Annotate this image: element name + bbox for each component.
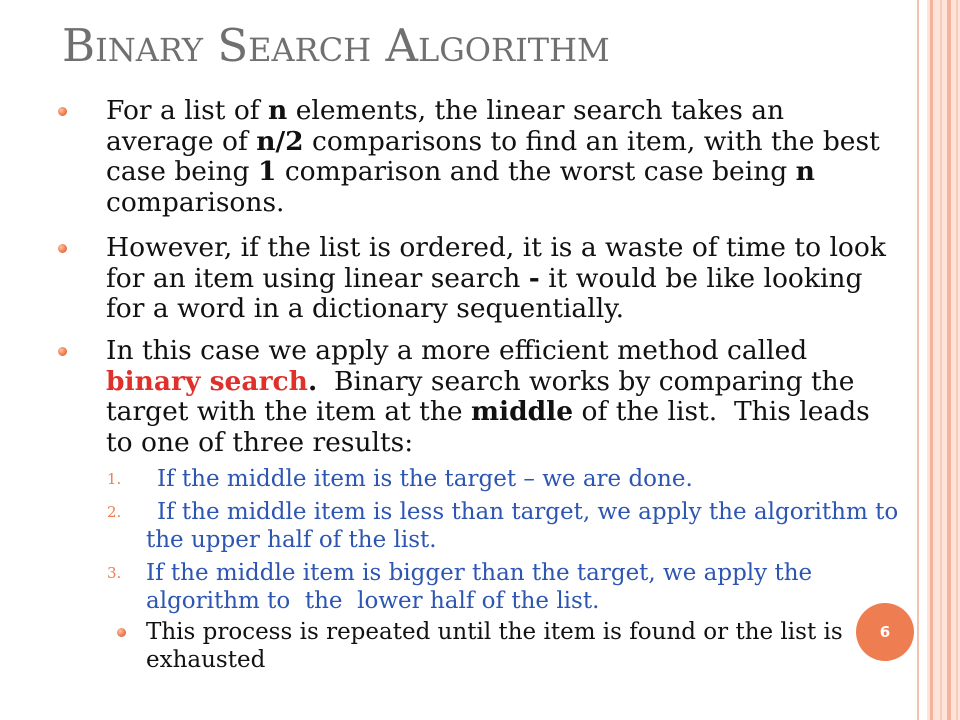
text-run: comparisons. bbox=[106, 186, 285, 218]
result-number: 1. bbox=[107, 470, 122, 488]
bullet-dot-icon bbox=[58, 347, 67, 356]
result-text-line: algorithm to the lower half of the list. bbox=[146, 588, 600, 614]
result-number: 3. bbox=[107, 564, 122, 582]
text-line bbox=[106, 157, 880, 188]
border-line bbox=[917, 0, 919, 720]
bullet-dot-icon bbox=[117, 628, 126, 637]
result-item bbox=[107, 465, 693, 493]
border-stripe bbox=[947, 0, 951, 720]
text-line bbox=[106, 428, 870, 459]
text-line bbox=[106, 127, 880, 158]
page-number-badge bbox=[856, 603, 914, 661]
text-line bbox=[106, 294, 886, 325]
text-run: it would be like looking bbox=[539, 262, 863, 294]
text-line bbox=[106, 397, 870, 428]
result-text-line: If the middle item is the target – we are done. bbox=[157, 466, 693, 492]
text-run: Binary search works by comparing the bbox=[317, 365, 855, 397]
bullet-dot-icon bbox=[58, 244, 67, 253]
text-run: In this case we apply a more efficient method called bbox=[106, 335, 808, 366]
bullet-item bbox=[106, 233, 886, 325]
result-number: 2. bbox=[107, 503, 122, 521]
bullet-item bbox=[106, 336, 870, 458]
result-text-line: If the middle item is less than target, we apply the algorithm to bbox=[157, 499, 899, 525]
bold-text-run: n bbox=[795, 156, 815, 187]
bold-text-run: middle bbox=[471, 396, 574, 427]
note-text-line: exhausted bbox=[146, 647, 266, 673]
text-run: case being bbox=[106, 156, 258, 187]
bold-text-run: - bbox=[528, 262, 540, 294]
highlight-text-run: binary search bbox=[106, 365, 308, 397]
text-run: comparisons to find an item, with the best bbox=[303, 125, 880, 157]
text-line bbox=[106, 336, 870, 367]
text-run: For a list of bbox=[106, 95, 269, 126]
text-run: However, if the list is ordered, it is a waste of time to look bbox=[106, 232, 886, 263]
text-line bbox=[106, 96, 880, 127]
note-item bbox=[146, 618, 843, 674]
result-text-line: the upper half of the list. bbox=[146, 527, 437, 553]
bold-text-run: . bbox=[307, 365, 318, 397]
note-text-line: This process is repeated until the item is found or the list is bbox=[146, 619, 843, 645]
slide-title: Binary Search Algorithm bbox=[62, 19, 610, 72]
text-run: for a word in a dictionary sequentially. bbox=[106, 293, 625, 324]
border-stripe bbox=[956, 0, 958, 720]
text-line bbox=[106, 188, 880, 219]
border-stripe bbox=[940, 0, 942, 720]
border-stripe bbox=[930, 0, 933, 720]
result-item bbox=[107, 559, 813, 615]
bold-text-run: 1 bbox=[257, 156, 277, 187]
text-line bbox=[106, 367, 870, 398]
text-run: comparison and the worst case being bbox=[276, 156, 796, 187]
text-run: average of bbox=[106, 125, 257, 157]
page-number: 6 bbox=[879, 622, 891, 641]
bullet-item bbox=[106, 96, 880, 218]
result-text-line: If the middle item is bigger than the target, we apply the bbox=[146, 560, 813, 586]
text-run: of the list. This leads bbox=[573, 396, 870, 427]
text-run: target with the item at the bbox=[106, 396, 472, 427]
bold-text-run: n/2 bbox=[256, 125, 304, 157]
text-run: elements, the linear search takes an bbox=[287, 95, 785, 126]
bold-text-run: n bbox=[268, 95, 288, 126]
text-line bbox=[106, 264, 886, 295]
bullet-dot-icon bbox=[58, 107, 67, 116]
text-run: for an item using linear search bbox=[106, 262, 529, 294]
text-line bbox=[106, 233, 886, 264]
result-item bbox=[107, 498, 899, 554]
text-run: to one of three results: bbox=[106, 426, 414, 458]
